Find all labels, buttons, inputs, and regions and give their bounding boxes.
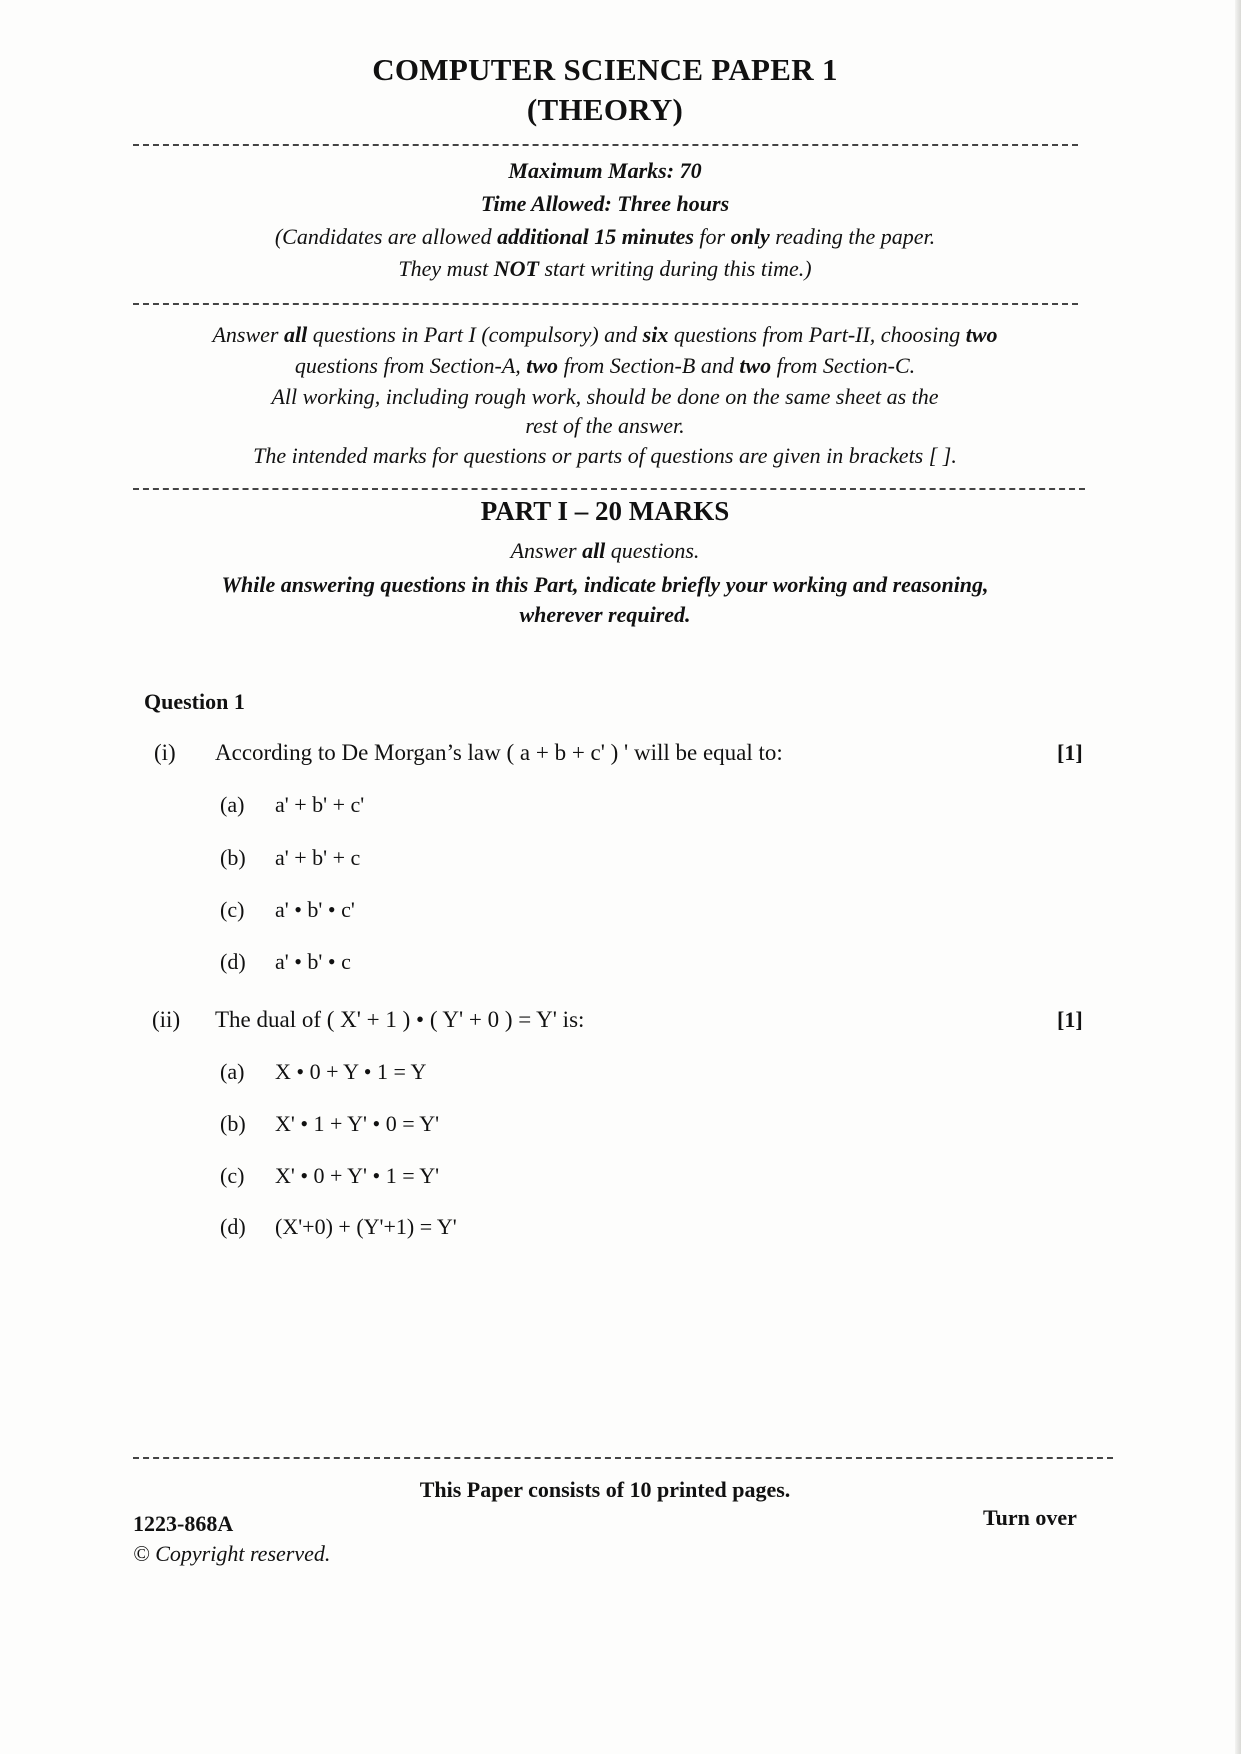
pages-note: This Paper consists of 10 printed pages. <box>419 1477 791 1502</box>
instruction-line: questions from Section-A, two from Section-B and two from Section-C. <box>294 353 916 378</box>
part-note: While answering questions in this Part, indicate briefly your working and reasoning, <box>221 572 989 597</box>
marks-badge: [1] <box>1057 740 1083 765</box>
turn-over-label: Turn over <box>983 1505 1077 1530</box>
part-instruction: Answer all questions. <box>510 538 700 563</box>
marks-badge: [1] <box>1057 1007 1083 1032</box>
divider <box>133 144 1078 146</box>
time-allowed: Time Allowed: Three hours <box>480 191 730 216</box>
exam-page: COMPUTER SCIENCE PAPER 1 (THEORY) Maximum Marks: 70 Time Allowed: Three hours (Candidates are allowed additional 15 minutes for only reading the paper. They must NOT start writing during this time.) Answer all questions in Part I (compulsory) and six questions from Part-II, choosing two questions from Section-A, two from Section-B and two from Section-C. All working, including rough work, should be done on the same sheet as the rest of the answer. The intended marks for questions or parts of questions are given in brackets [ ]. PART I – 20 MARKS Answer all questions. While answering questions in this Part, indicate briefly your working and reasoning, wherever required. Question 1 (i) According to De Morgan’s law ( a + b + c' ) ' will be equal to: [1] (a) a' + b' + c' (b) a' + b' + c (c) a' • b' • c' (d) a' • b' • c (ii) The dual of ( X' + 1 ) • ( Y' + 0 ) = Y' is: [1] (a) X • 0 + Y • 1 = Y (b) X' • 1 + Y' • 0 = Y' (c) X' • 0 + Y' • 1 = Y' (d) (X'+0) + (Y'+1) = Y' This Paper consists of 10 printed pages. 1223-868A Turn over © Copyright reserved. <box>0 0 1241 1754</box>
paper-subtitle: (THEORY) <box>526 92 684 127</box>
reading-note-line2: They must NOT start writing during this time.) <box>398 256 812 281</box>
instruction-line: The intended marks for questions or parts of questions are given in brackets [ ]. <box>253 443 957 468</box>
question-part-text: The dual of ( X' + 1 ) • ( Y' + 0 ) = Y' is: <box>215 1007 585 1032</box>
max-marks: Maximum Marks: 70 <box>508 158 702 183</box>
paper-title: COMPUTER SCIENCE PAPER 1 <box>372 52 838 87</box>
divider <box>133 1457 1113 1459</box>
question-heading: Question 1 <box>144 689 245 714</box>
part-title: PART I – 20 MARKS <box>480 496 730 526</box>
scan-edge <box>1235 0 1241 1754</box>
divider <box>133 488 1085 490</box>
instruction-line: Answer all questions in Part I (compulsory) and six questions from Part-II, choosing two <box>212 322 998 347</box>
copyright: © Copyright reserved. <box>133 1541 331 1566</box>
instruction-line: All working, including rough work, should be done on the same sheet as the <box>271 384 939 409</box>
paper-code: 1223-868A <box>133 1511 234 1536</box>
question-part-number: (i) <box>154 740 176 765</box>
divider <box>133 303 1078 305</box>
part-note: wherever required. <box>519 602 691 627</box>
question-part-text: According to De Morgan’s law ( a + b + c' ) ' will be equal to: <box>215 740 783 765</box>
instruction-line: rest of the answer. <box>525 413 685 438</box>
reading-note: (Candidates are allowed additional 15 minutes for only reading the paper. <box>274 224 936 249</box>
question-part-number: (ii) <box>152 1007 181 1032</box>
